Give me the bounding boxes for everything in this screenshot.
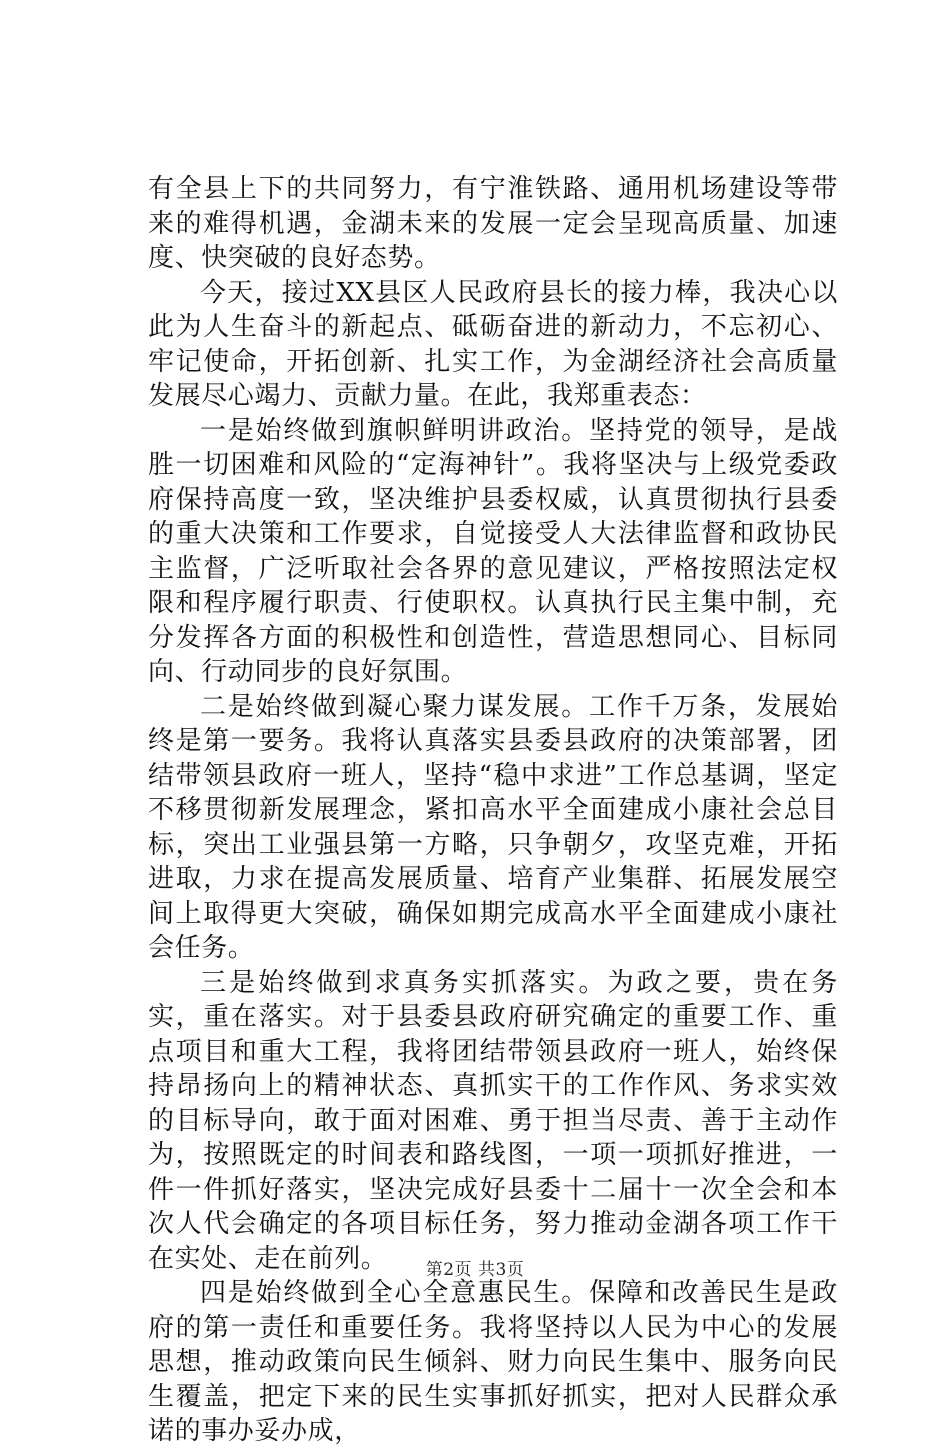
paragraph-4: 二是始终做到凝心聚力谋发展。工作千万条，发展始终是第一要务。我将认真落实县委县政府的决策部署，团结带领县政府一班人，坚持“稳中求进”工作总基调，坚定不移贯彻新发展理念，紧扣高水平全面建成小康社会总目标，突出工业强县第一方略，只争朝夕，攻坚克难，开拓进取，力求在提高发展质量、培育产业集群、拓展发展空间上取得更大突破，确保如期完成高水平全面建成小康社会任务。 <box>148 691 838 963</box>
paragraph-5: 三是始终做到求真务实抓落实。为政之要，贵在务实，重在落实。对于县委县政府研究确定的重要工作、重点项目和重大工程，我将团结带领县政府一班人，始终保持昂扬向上的精神状态、真抓实干的工作作风、务求实效的目标导向，敢于面对困难、勇于担当尽责、善于主动作为，按照既定的时间表和路线图，一项一项抓好推进，一件一件抓好落实，坚决完成好县委十二届十一次全会和本次人代会确定的各项目标任务，努力推动金湖各项工作干在实处、走在前列。 <box>148 967 838 1274</box>
paragraph-2: 今天，接过XX县区人民政府县长的接力棒，我决心以此为人生奋斗的新起点、砥砺奋进的新动力，不忘初心、牢记使命，开拓创新、扎实工作，为金湖经济社会高质量发展尽心竭力、贡献力量。在此，我郑重表态： <box>148 277 838 411</box>
paragraph-3: 一是始终做到旗帜鲜明讲政治。坚持党的领导，是战胜一切困难和风险的“定海神针”。我将坚决与上级党委政府保持高度一致，坚决维护县委权威，认真贯彻执行县委的重大决策和工作要求，自觉接受人大法律监督和政协民主监督，广泛听取社会各界的意见建议，严格按照法定权限和程序履行职责、行使职权。认真执行民主集中制，充分发挥各方面的积极性和创造性，营造思想同心、目标同向、行动同步的良好氛围。 <box>148 415 838 687</box>
paragraph-1: 有全县上下的共同努力，有宁淮铁路、通用机场建设等带来的难得机遇，金湖未来的发展一定会呈现高质量、加速度、快突破的良好态势。 <box>148 174 838 273</box>
paragraph-6: 四是始终做到全心全意惠民生。保障和改善民生是政府的第一责任和重要任务。我将坚持以人民为中心的发展思想，推动政策向民生倾斜、财力向民生集中、服务向民生覆盖，把定下来的民生实事抓好抓实，把对人民群众承诺的事办妥办成， <box>148 1278 838 1446</box>
page-number-footer: 第2页 共3页 <box>425 1260 525 1280</box>
